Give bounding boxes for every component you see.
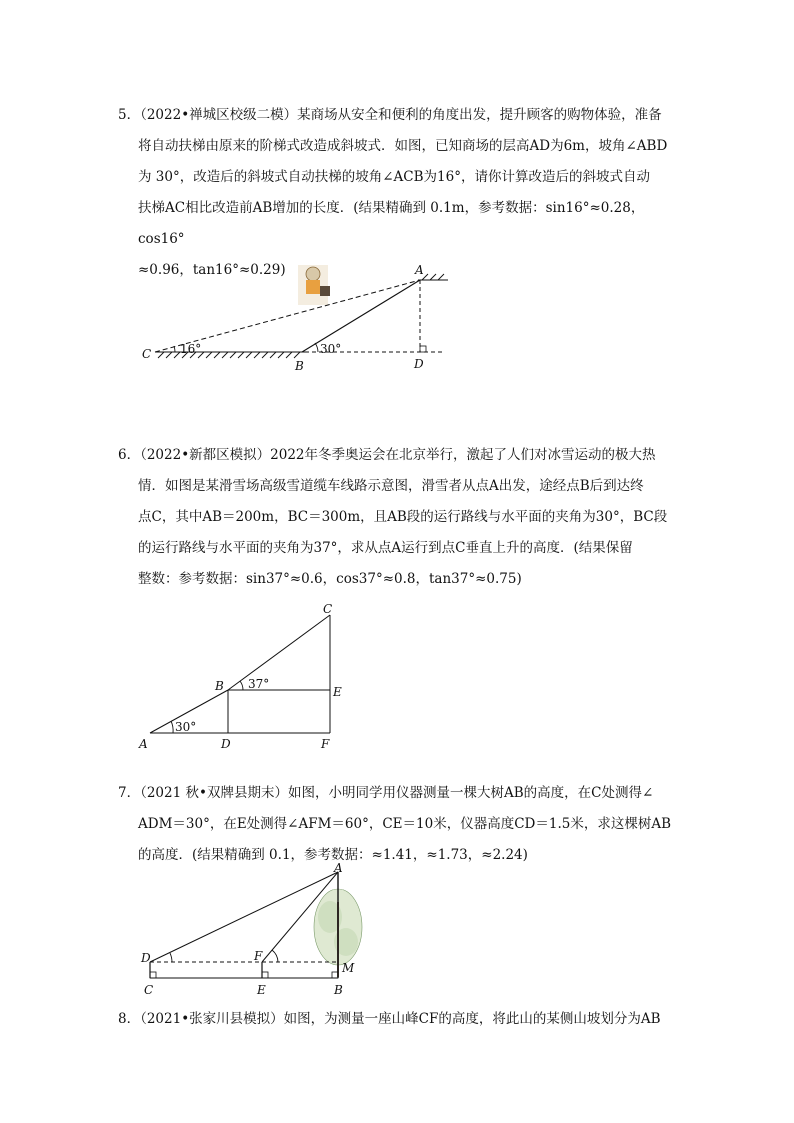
label-d: D bbox=[414, 357, 424, 371]
angle-arc-a bbox=[171, 721, 173, 733]
label-a: A bbox=[139, 737, 148, 751]
problem-8-line-1: 8．（2021•张家川县模拟）如图，为测量一座山峰CF的高度，将此山的某侧山坡划分为AB bbox=[118, 1011, 661, 1027]
label-e: E bbox=[257, 983, 266, 997]
problem-5-line-1: 5．（2022•禅城区校级二模）某商场从安全和便利的角度出发，提升顾客的购物体验，准备 bbox=[118, 107, 662, 123]
label-a: A bbox=[334, 862, 343, 875]
right-angle-d bbox=[420, 346, 426, 352]
problem-8-text bbox=[118, 1004, 678, 1035]
problem-7-line-1: 7．（2021 秋•双牌县期末）如图，小明同学用仪器测量一棵大树AB的高度，在C处测得∠ bbox=[118, 785, 654, 801]
problem-6-text bbox=[118, 440, 678, 595]
label-b: B bbox=[215, 679, 224, 693]
segment-da bbox=[150, 872, 338, 962]
label-c: C bbox=[144, 983, 154, 997]
label-b: B bbox=[334, 983, 343, 997]
problem-6-figure bbox=[135, 600, 355, 755]
problem-5-line-5: ≈0.96，tan16°≈0.29) bbox=[138, 262, 286, 278]
label-f: F bbox=[254, 949, 263, 963]
problem-5-figure bbox=[130, 260, 460, 375]
problem-7-figure bbox=[138, 862, 378, 1002]
problem-6-line-5: 整数：参考数据：sin37°≈0.6，cos37°≈0.8，tan37°≈0.75) bbox=[138, 571, 522, 587]
problem-7-text bbox=[118, 778, 678, 871]
shopper-illustration bbox=[298, 265, 330, 305]
angle-arc-f bbox=[272, 950, 278, 962]
problem-7-line-3: 的高度．(结果精确到 0.1，参考数据：≈1.41，≈1.73，≈2.24) bbox=[138, 847, 528, 863]
label-e: E bbox=[333, 685, 342, 699]
label-angle-37: 37° bbox=[248, 677, 270, 691]
label-angle-16: 16° bbox=[180, 342, 202, 356]
right-angle-c bbox=[150, 972, 156, 978]
label-d: D bbox=[221, 737, 231, 751]
problem-6-line-2: 情．如图是某滑雪场高级雪道缆车线路示意图，滑雪者从点A出发，途经点B后到达终 bbox=[138, 478, 644, 494]
right-angle-e bbox=[262, 972, 268, 978]
label-angle-30: 30° bbox=[320, 342, 342, 356]
segment-bc bbox=[228, 615, 330, 690]
label-d: D bbox=[141, 951, 151, 965]
problem-5-text bbox=[118, 100, 678, 286]
label-f: F bbox=[321, 737, 330, 751]
problem-5-line-2: 将自动扶梯由原来的阶梯式改造成斜坡式．如图，已知商场的层高AD为6m，坡角∠ABD bbox=[138, 138, 668, 154]
label-b: B bbox=[295, 359, 304, 373]
label-angle-30: 30° bbox=[175, 720, 197, 734]
problem-5-line-4: 扶梯AC相比改造前AB增加的长度．(结果精确到 0.1m，参考数据：sin16°≈0.28，cos16° bbox=[138, 200, 645, 247]
problem-5-line-3: 为 30°，改造后的斜坡式自动扶梯的坡角∠ACB为16°，请你计算改造后的斜坡式自动 bbox=[138, 169, 650, 185]
angle-arc-d bbox=[170, 953, 172, 962]
problem-7-line-2: ADM＝30°，在E处测得∠AFM＝60°，CE＝10米，仪器高度CD＝1.5米，求这棵树AB bbox=[138, 816, 672, 832]
label-a: A bbox=[415, 263, 424, 277]
angle-arc-b bbox=[315, 343, 318, 352]
problem-6-line-3: 点C，其中AB＝200m，BC＝300m，且AB段的运行路线与水平面的夹角为30°，BC段 bbox=[138, 509, 668, 525]
label-c: C bbox=[142, 347, 152, 361]
angle-arc-b bbox=[240, 681, 243, 690]
label-m: M bbox=[342, 961, 355, 975]
ground-hatch bbox=[155, 352, 305, 358]
problem-6-line-1: 6．（2022•新都区模拟）2022年冬季奥运会在北京举行，激起了人们对冰雪运动的极大热 bbox=[118, 447, 656, 463]
problem-6-line-4: 的运行路线与水平面的夹角为37°，求从点A运行到点C垂直上升的高度．(结果保留 bbox=[138, 540, 633, 556]
label-c: C bbox=[323, 602, 333, 616]
